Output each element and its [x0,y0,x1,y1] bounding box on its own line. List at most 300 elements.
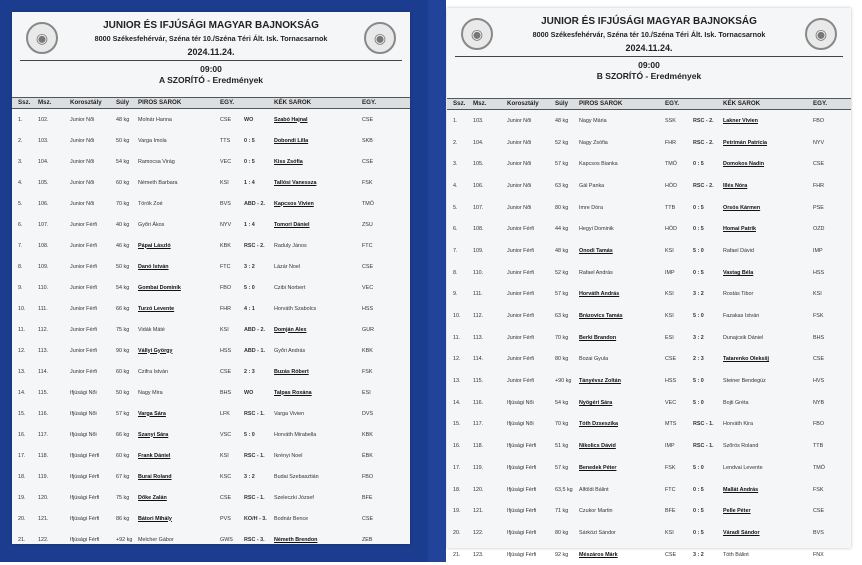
blue-corner-club: ZEB [362,536,373,543]
table-row [12,151,410,172]
serial-number: 9. [18,284,23,291]
blue-corner-club: CSE [362,116,374,123]
match-number: 120. [473,486,484,493]
bout-result: RSC - 2. [693,117,714,124]
red-corner-club: KSI [665,313,674,320]
serial-number: 18. [18,473,26,480]
blue-corner-name: Szőrös Roland [723,443,759,450]
blue-corner-name: Tallósi Vanessza [274,179,317,186]
blue-corner-club: ESI [362,389,371,396]
results-table [447,98,851,565]
bout-result: WO [244,116,254,123]
age-group: Junior Női [70,116,95,123]
table-row [12,466,410,487]
serial-number: 1. [453,117,458,124]
blue-corner-name: Steiner Bendegúz [723,378,766,385]
serial-number: 2. [18,137,23,144]
bout-result: RSC - 2. [693,139,714,146]
serial-number: 7. [453,247,458,254]
weight-class: 50 kg [116,263,130,270]
age-group: Junior Férfi [70,242,97,249]
blue-corner-club: TMÖ [813,464,825,471]
red-corner-name: Németh Barbara [138,179,178,186]
results-sheet-a [12,12,410,544]
serial-number: 1. [18,116,23,123]
serial-number: 3. [453,161,458,168]
blue-corner-club: OZD [813,226,825,233]
red-corner-name: Czifra István [138,368,168,375]
match-number: 105. [473,161,484,168]
match-number: 107. [38,221,49,228]
red-corner-club: HSS [220,347,232,354]
red-corner-name: Czukor Martin [579,508,613,515]
blue-corner-club: HSS [813,269,825,276]
age-group: Junior Női [507,182,532,189]
blue-corner-name: Domján Alex [274,326,307,333]
weight-class: +92 kg [116,536,133,543]
red-corner-club: VEC [665,399,677,406]
header-divider [455,56,843,57]
red-corner-name: Melcher Gábor [138,536,174,543]
bout-result: 0 : 5 [693,486,704,493]
age-group: Junior Férfi [70,221,97,228]
results-sheet-b [447,8,851,558]
weight-class: 54 kg [116,284,130,291]
weight-class: 66 kg [116,431,130,438]
red-corner-club: KSI [220,452,229,459]
table-row [12,193,410,214]
match-number: 111. [38,305,48,312]
table-row [447,522,851,544]
event-date: 2024.11.24. [187,47,235,57]
table-row [447,197,851,219]
blue-corner-name: Rafael Dávid [723,247,754,254]
table-row [12,403,410,424]
blue-corner-club: FTC [362,242,373,249]
blue-corner-name: Kiss Zsófia [274,158,303,165]
red-corner-club: BVS [220,200,231,207]
red-corner-club: KSI [220,326,229,333]
red-corner-name: Vidák Máté [138,326,165,333]
weight-class: 80 kg [555,204,569,211]
column-header-serial-number: Ssz. [18,99,31,106]
blue-corner-club: CSE [813,161,825,168]
blue-corner-club: FBO [813,421,825,428]
serial-number: 17. [453,464,461,471]
blue-corner-name: Pelle Péter [723,508,751,515]
weight-class: 67 kg [116,473,130,480]
weight-class: 60 kg [116,452,130,459]
bout-result: RSC - 3. [244,536,265,543]
weight-class: 66 kg [116,305,130,312]
table-row [447,479,851,501]
bout-result: 5 : 0 [693,313,704,320]
table-row [12,487,410,508]
blue-corner-name: Fazakas István [723,313,760,320]
blue-corner-name: Horváth Szabolcs [274,305,317,312]
red-corner-name: Onodi Tamás [579,247,613,254]
age-group: Ifjúsági Férfi [507,443,537,450]
blue-corner-name: Buzás Róbert [274,368,309,375]
serial-number: 17. [18,452,26,459]
ring-subtitle: B SZORÍTÓ - Eredmények [596,71,702,81]
blue-corner-club: CSE [362,158,374,165]
column-header-match-number: Msz. [473,100,487,107]
blue-corner-club: CSE [813,508,825,515]
red-corner-name: Hegyi Dominik [579,226,614,233]
bout-result: 0 : 5 [693,226,704,233]
table-row [447,284,851,306]
weight-class: 70 kg [116,200,130,207]
blue-corner-name: Váradi Sándor [723,529,760,536]
red-corner-club: KSI [665,291,674,298]
age-group: Ifjúsági Női [507,421,534,428]
match-number: 122. [473,529,484,536]
red-corner-name: Alföldi Bálint [579,486,609,493]
blue-corner-name: Petrimán Patrícia [723,139,768,146]
blue-corner-name: Bojti Gréta [723,399,749,406]
blue-corner-name: Lakner Vivien [723,117,758,124]
serial-number: 19. [453,508,461,515]
bout-result: 3 : 2 [693,334,704,341]
red-corner-name: Győri Ákos [138,221,165,228]
blue-corner-name: Domokos Nadin [723,161,765,168]
match-number: 110. [473,269,484,276]
table-row [12,277,410,298]
match-number: 118. [38,452,49,459]
blue-corner-name: Tomori Dániel [274,221,310,228]
table-row [447,392,851,414]
bout-result: WO [244,389,254,396]
club-emblem-icon: ◉ [26,22,58,54]
blue-corner-club: ZSU [362,221,373,228]
blue-corner-club: IMP [813,247,823,254]
red-corner-name: Varga Imola [138,137,167,144]
match-number: 117. [473,421,484,428]
bout-result: 0 : 5 [693,269,704,276]
match-number: 115. [473,378,484,385]
weight-class: 48 kg [555,117,569,124]
age-group: Junior Női [70,158,95,165]
weight-class: 57 kg [555,291,569,298]
red-corner-club: FHR [665,139,677,146]
match-number: 106. [473,182,484,189]
ring-subtitle: A SZORÍTÓ - Eredmények [158,75,264,85]
weight-class: 92 kg [555,551,569,558]
event-date: 2024.11.24. [625,43,673,53]
table-row [447,327,851,349]
red-corner-club: GWS [220,536,233,543]
bout-result: 3 : 2 [693,551,704,558]
age-group: Junior Női [70,200,95,207]
photo-background-divider [428,0,446,562]
match-number: 114. [38,368,49,375]
column-header-blue-corner-name: KÉK SAROK [723,100,761,107]
match-number: 106. [38,200,49,207]
club-emblem-icon: ◉ [364,22,396,54]
match-number: 109. [473,247,484,254]
red-corner-name: Horváth András [579,291,620,298]
weight-class: 48 kg [116,116,130,123]
column-header-match-number: Msz. [38,99,52,106]
blue-corner-club: TMÖ [362,200,374,207]
match-number: 112. [38,326,49,333]
bout-result: 5 : 0 [693,378,704,385]
match-number: 110. [38,284,49,291]
blue-corner-club: HSS [362,305,374,312]
match-number: 118. [473,443,484,450]
age-group: Junior Férfi [70,326,97,333]
age-group: Junior Férfi [507,226,534,233]
header-divider [20,60,402,61]
serial-number: 6. [453,226,458,233]
column-header-blue-corner-club: EGY. [813,100,828,107]
red-corner-name: Tóth Dzseszika [579,421,618,428]
weight-class: 80 kg [555,356,569,363]
serial-number: 11. [453,334,461,341]
serial-number: 7. [18,242,23,249]
bout-result: 5 : 0 [693,247,704,254]
table-row [12,214,410,235]
bout-result: RSC - 2. [244,242,265,249]
blue-corner-club: CSE [362,263,374,270]
serial-number: 13. [18,368,26,375]
bout-result: KO/H - 3. [244,515,267,522]
blue-corner-club: KBK [362,347,373,354]
red-corner-name: Benedek Péter [579,464,617,471]
table-row [12,235,410,256]
match-number: 103. [473,117,484,124]
match-number: 104. [473,139,484,146]
blue-corner-club: KSI [813,291,822,298]
age-group: Ifjúsági Férfi [70,452,100,459]
table-row [12,172,410,193]
blue-corner-club: HVS [813,378,825,385]
serial-number: 4. [453,182,458,189]
blue-corner-name: Mallát András [723,486,759,493]
match-number: 122. [38,536,49,543]
blue-corner-name: Orsós Kármen [723,204,761,211]
red-corner-name: Frank Dániel [138,452,171,459]
weight-class: 86 kg [116,515,130,522]
age-group: Junior Férfi [507,269,534,276]
red-corner-club: TTS [220,137,231,144]
bout-result: 5 : 0 [244,284,255,291]
age-group: Junior Férfi [70,305,97,312]
age-group: Junior Női [507,161,532,168]
weight-class: 60 kg [116,179,130,186]
match-number: 117. [38,431,49,438]
match-number: 116. [38,410,49,417]
blue-corner-club: FSK [362,179,373,186]
age-group: Junior Női [70,179,95,186]
table-row [447,153,851,175]
column-header-blue-corner-name: KÉK SAROK [274,99,312,106]
table-row [447,349,851,371]
blue-corner-club: TTB [813,443,824,450]
match-number: 114. [473,356,484,363]
table-row [12,109,410,130]
age-group: Ifjúsági Férfi [70,494,100,501]
red-corner-club: VEC [220,158,232,165]
red-corner-name: Danó István [138,263,169,270]
table-row [447,175,851,197]
red-corner-name: Dőke Zalán [138,494,167,501]
weight-class: 80 kg [555,529,569,536]
blue-corner-club: ÉBK [362,452,373,459]
serial-number: 15. [453,421,461,428]
serial-number: 10. [453,313,461,320]
match-number: 120. [38,494,49,501]
age-group: Ifjúsági Női [507,399,534,406]
sheet-header [447,8,851,81]
weight-class: 57 kg [555,161,569,168]
blue-corner-club: BFE [362,494,373,501]
column-header-red-corner-club: EGY. [665,100,680,107]
serial-number: 8. [453,269,458,276]
age-group: Ifjúsági Női [70,410,97,417]
blue-corner-club: FBO [362,473,374,480]
table-row [12,298,410,319]
blue-corner-name: Kapcsos Vivien [274,200,314,207]
bout-result: 5 : 0 [244,431,255,438]
results-table [12,97,410,550]
age-group: Ifjúsági Férfi [507,464,537,471]
serial-number: 6. [18,221,23,228]
serial-number: 4. [18,179,23,186]
blue-corner-name: Dobondi Lilla [274,137,309,144]
match-number: 105. [38,179,49,186]
match-number: 123. [473,551,484,558]
blue-corner-club: FSK [813,313,824,320]
blue-corner-name: Horváth Kira [723,421,753,428]
serial-number: 16. [18,431,26,438]
weight-class: 57 kg [555,464,569,471]
red-corner-club: KBK [220,242,231,249]
table-row [447,544,851,565]
age-group: Ifjúsági Női [70,431,97,438]
serial-number: 12. [453,356,461,363]
age-group: Ifjúsági Férfi [507,486,537,493]
red-corner-name: Kapcsos Bianka [579,161,618,168]
weight-class: 70 kg [555,334,569,341]
weight-class: +90 kg [555,378,572,385]
table-header-row [12,97,410,109]
blue-corner-club: VEC [362,284,374,291]
serial-number: 14. [18,389,26,396]
red-corner-name: Turzó Levente [138,305,175,312]
red-corner-club: KSI [665,247,674,254]
weight-class: 50 kg [116,389,130,396]
table-row [12,445,410,466]
match-number: 108. [473,226,484,233]
blue-corner-club: DVS [362,410,374,417]
age-group: Junior Férfi [507,291,534,298]
column-header-blue-corner-club: EGY. [362,99,377,106]
red-corner-name: Bozai Gyula [579,356,609,363]
age-group: Junior Női [507,139,532,146]
red-corner-name: Nagy Mira [138,389,163,396]
table-row [447,370,851,392]
age-group: Ifjúsági Férfi [70,515,100,522]
red-corner-club: CSE [665,551,677,558]
red-corner-name: Nikolics Dávid [579,443,616,450]
serial-number: 15. [18,410,26,417]
match-number: 103. [38,137,49,144]
bout-result: RSC - 1. [244,494,265,501]
age-group: Ifjúsági Férfi [507,508,537,515]
age-group: Ifjúsági Férfi [70,536,100,543]
serial-number: 10. [18,305,26,312]
bout-result: 0 : 5 [693,161,704,168]
red-corner-club: FSK [665,464,676,471]
table-row [12,130,410,151]
serial-number: 5. [453,204,458,211]
weight-class: 40 kg [116,221,130,228]
blue-corner-name: Illés Nóra [723,182,748,189]
age-group: Junior Férfi [507,247,534,254]
table-row [12,319,410,340]
blue-corner-name: Bodnár Bence [274,515,309,522]
age-group: Ifjúsági Férfi [70,473,100,480]
red-corner-name: Berki Brandon [579,334,617,341]
red-corner-name: Molnár Hanna [138,116,172,123]
red-corner-name: Pápai László [138,242,171,249]
blue-corner-club: FSK [362,368,373,375]
red-corner-club: SSK [665,117,676,124]
red-corner-club: FBO [220,284,232,291]
age-group: Ifjúsági Férfi [507,551,537,558]
red-corner-club: HÓD [665,226,677,233]
serial-number: 12. [18,347,26,354]
blue-corner-name: Lendvai Levente [723,464,763,471]
column-header-serial-number: Ssz. [453,100,466,107]
table-header-row [447,98,851,110]
red-corner-club: BHS [220,389,232,396]
table-row [447,457,851,479]
blue-corner-club: CSE [813,356,825,363]
blue-corner-name: Talpas Roxána [274,389,312,396]
red-corner-name: Nagy Mária [579,117,607,124]
match-number: 108. [38,242,49,249]
weight-class: 70 kg [555,421,569,428]
blue-corner-club: CSE [362,515,374,522]
bout-result: 5 : 0 [693,464,704,471]
table-row [447,414,851,436]
blue-corner-name: Lázár Noel [274,263,301,270]
match-number: 121. [473,508,484,515]
age-group: Junior Férfi [70,347,97,354]
blue-corner-name: Horváth Mirabella [274,431,317,438]
weight-class: 46 kg [116,242,130,249]
blue-corner-club: NYV [813,139,825,146]
weight-class: 75 kg [116,494,130,501]
blue-corner-name: Tóth Bálint [723,551,749,558]
blue-corner-club: FSK [813,486,824,493]
red-corner-name: Rafael András [579,269,613,276]
bout-result: 2 : 3 [244,368,255,375]
red-corner-club: FTC [220,263,231,270]
weight-class: 57 kg [116,410,130,417]
serial-number: 14. [453,399,461,406]
bout-result: 0 : 5 [693,204,704,211]
bout-result: RSC - 1. [693,421,714,428]
red-corner-club: ESI [665,334,674,341]
red-corner-name: Vállyi György [138,347,173,354]
blue-corner-name: Homai Patrik [723,226,756,233]
column-header-age-group: Korosztály [70,99,102,106]
age-group: Junior Férfi [70,263,97,270]
